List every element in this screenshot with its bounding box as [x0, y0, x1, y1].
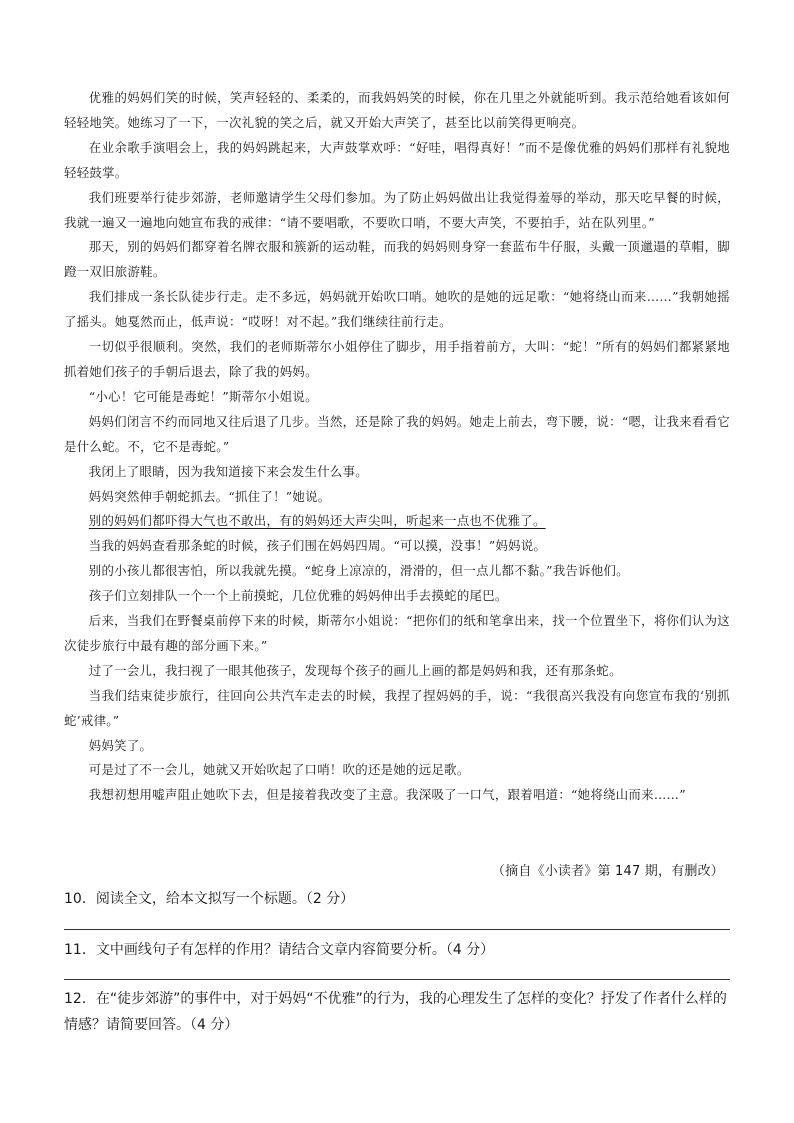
- passage-paragraph: 我想初想用嘘声阻止她吹下去，但是接着我改变了主意。我深吸了一口气，跟着唱道：“她将绕山而来……”: [88, 787, 686, 803]
- question-12: 12．在“徒步郊游”的事件中，对于妈妈“不优雅”的行为，我的心理发生了怎样的变化？抒发了作者什么样的情感？请简要回答。（4 分）: [64, 991, 727, 1033]
- passage-paragraph: 优雅的妈妈们笑的时候，笑声轻轻的、柔柔的，而我妈妈笑的时候，你在几里之外就能听到。我示范给她看该如何轻轻地笑。她练习了一下，一次礼貌的笑之后，就又开始大声笑了，甚至比以前笑得更响亮。: [64, 90, 730, 130]
- question-10: 10．阅读全文，给本文拟写一个标题。（2 分）: [64, 891, 355, 907]
- answer-line-10[interactable]: [64, 929, 730, 930]
- answer-line-11[interactable]: [64, 979, 730, 980]
- passage-paragraph: 当我们结束徒步旅行，往回向公共汽车走去的时候，我捏了捏妈妈的手，说：“我很高兴我没有向您宣布我的‘别抓蛇’戒律。”: [64, 687, 730, 728]
- passage-paragraph: 妈妈们闭言不约而同地又往后退了几步。当然，还是除了我的妈妈。她走上前去，弯下腰，说：“嗯，让我来看看它是什么蛇。不，它不是毒蛇。”: [64, 413, 730, 454]
- passage-paragraph: 我们排成一条长队徒步行走。走不多远，妈妈就开始吹口哨。她吹的是她的远足歌：“她将绕山而来……”我朝她摇了摇头。她戛然而止，低声说：“哎呀！对不起。”我们继续往前行走。: [64, 289, 730, 330]
- passage-paragraph: 孩子们立刻排队一个一个上前摸蛇，几位优雅的妈妈伸出手去摸蛇的尾巴。: [88, 588, 508, 604]
- passage-paragraph: 当我的妈妈查看那条蛇的时候，孩子们围在妈妈四周。“可以摸，没事！”妈妈说。: [88, 538, 547, 554]
- passage-paragraph: 在业余歌手演唱会上，我的妈妈跳起来，大声鼓掌欢呼：“好哇，唱得真好！”而不是像优雅的妈妈们那样有礼貌地轻轻鼓掌。: [64, 139, 730, 180]
- passage-paragraph: 那天，别的妈妈们都穿着名牌衣服和簇新的运动鞋，而我的妈妈则身穿一套蓝布牛仔服，头戴一顶邋遢的草帽，脚蹬一双旧旅游鞋。: [64, 239, 730, 280]
- question-11: 11．文中画线句子有怎样的作用？请结合文章内容简要分析。（4 分）: [64, 942, 495, 958]
- underlined-sentence: 别的妈妈们都吓得大气也不敢出，有的妈妈还大声尖叫，听起来一点也不优雅了。: [88, 513, 546, 529]
- passage-paragraph: 别的小孩儿都很害怕，所以我就先摸。“蛇身上凉凉的，滑滑的，但一点儿都不黏。”我告诉他们。: [88, 563, 629, 579]
- source-citation: （摘自《小读者》第 147 期，有删改）: [491, 864, 724, 879]
- passage-paragraph: 过了一会儿，我扫视了一眼其他孩子，发现每个孩子的画儿上画的都是妈妈和我，还有那条蛇。: [88, 662, 622, 678]
- passage-paragraph: 我们班要举行徒步郊游，老师邀请学生父母们参加。为了防止妈妈做出让我觉得羞辱的举动，那天吃早餐的时候，我就一遍又一遍地向她宣布我的戒律：“请不要唱歌，不要吹口哨，不要大声笑，不要拍手，站在队列里。”: [64, 189, 730, 230]
- passage-paragraph: 后来，当我们在野餐桌前停下来的时候，斯蒂尔小姐说：“把你们的纸和笔拿出来，找一个位置坐下，将你们认为这次徒步旅行中最有趣的部分画下来。”: [64, 613, 730, 653]
- passage-paragraph: 妈妈笑了。: [88, 737, 153, 753]
- passage-paragraph: 我闭上了眼睛，因为我知道接下来会发生什么事。: [88, 463, 368, 479]
- passage-paragraph: 一切似乎很顺利。突然，我们的老师斯蒂尔小姐停住了脚步，用手指着前方，大叫：“蛇！”所有的妈妈们都紧紧地抓着她们孩子的手朝后退去，除了我的妈妈。: [64, 339, 730, 379]
- passage-paragraph: “小心！它可能是毒蛇！”斯蒂尔小姐说。: [88, 388, 318, 404]
- passage-paragraph: 妈妈突然伸手朝蛇抓去。“抓住了！”她说。: [88, 488, 331, 504]
- underlined-sentence-paragraph: [64, 509, 730, 534]
- passage-paragraph: 可是过了不一会儿，她就又开始吹起了口哨！吹的还是她的远足歌。: [88, 762, 470, 778]
- reading-passage: [64, 86, 730, 808]
